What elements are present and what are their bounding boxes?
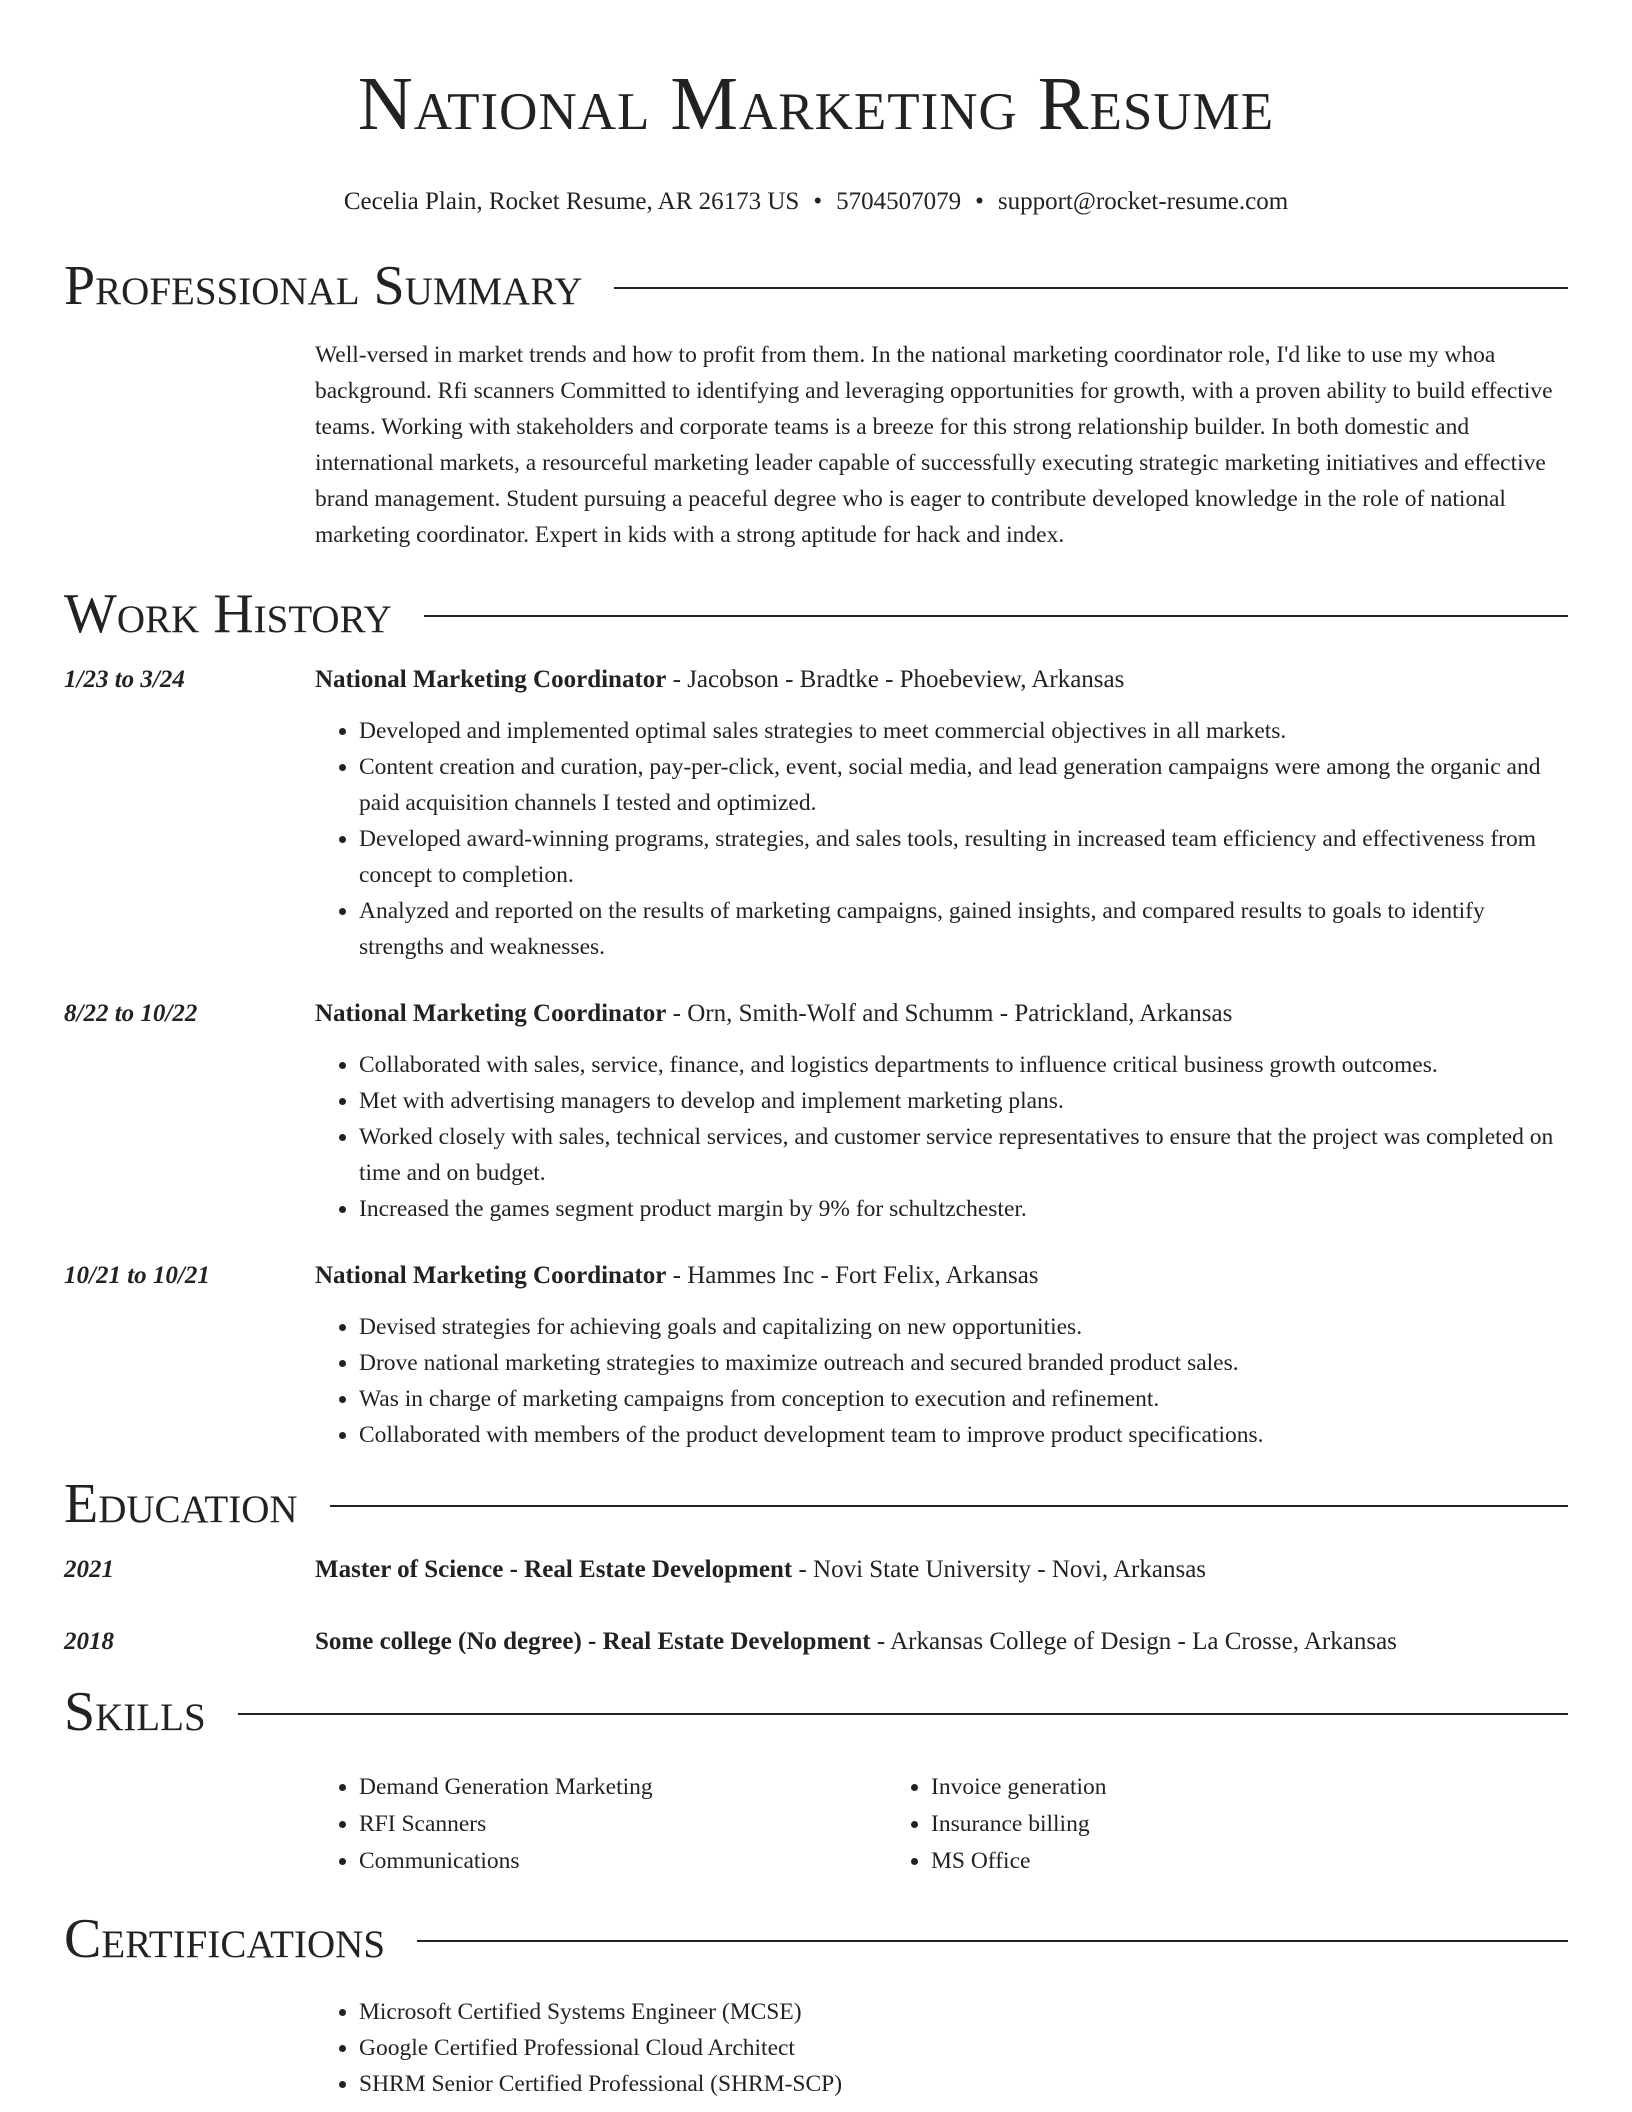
education-entry [64,1553,1568,1587]
job-entry [64,663,1568,965]
job-bullet: • Drove national marketing strategies to maximize outreach and secured branded product sales. [359,1345,1568,1381]
education-section-header [64,1471,1568,1537]
contact-phone: 5704507079 [836,188,962,215]
job-dates: 8/22 to 10/22 [64,1000,198,1027]
job-bullet: • Analyzed and reported on the results of marketing campaigns, gained insights, and compared results to goals to identify strengths and weaknesses. [359,893,1568,965]
contact-line [64,187,1568,217]
education-year: 2018 [64,1628,114,1655]
job-bullet: • Worked closely with sales, technical services, and customer service representatives to ensure that the project was completed on time and on budget. [359,1119,1568,1191]
job-title: National Marketing Coordinator [315,666,667,693]
job-entry [64,1259,1568,1453]
job-bullets [315,1309,1568,1453]
education-year: 2021 [64,1556,114,1583]
skills-list [315,1769,1568,1880]
job-bullets [315,713,1568,965]
certifications-section-header [64,1906,1568,1972]
summary-heading: Professional Summary [64,255,583,317]
job-bullet: • Content creation and curation, pay-per-click, event, social media, and lead generation campaigns were among the organic and paid acquisition channels I tested and optimized. [359,749,1568,821]
skill-item: • Communications [359,1843,887,1880]
education-details: - Arkansas College of Design - La Crosse, Arkansas [870,1628,1397,1655]
section-divider [417,1940,1568,1942]
education-line [315,1625,1397,1659]
certification-item: • SHRM Senior Certified Professional (SHRM-SCP) [359,2066,1568,2102]
job-bullet: • Collaborated with sales, service, finance, and logistics departments to influence critical business growth outcomes. [359,1047,1568,1083]
job-dates: 10/21 to 10/21 [64,1262,210,1289]
skills-heading: Skills [64,1681,206,1743]
job-title-line [315,1259,1039,1293]
education-details: - Novi State University - Novi, Arkansas [792,1556,1207,1583]
skill-item: • MS Office [931,1843,1459,1880]
summary-section-header [64,253,1568,319]
skill-item: • RFI Scanners [359,1806,887,1843]
education-entry [64,1625,1568,1659]
contact-separator: • [813,188,823,215]
work-heading: Work History [64,583,392,645]
section-divider [330,1505,1568,1507]
job-details: - Jacobson - Bradtke - Phoebeview, Arkansas [666,666,1125,693]
job-bullet: • Met with advertising managers to develop and implement marketing plans. [359,1083,1568,1119]
resume-title: National Marketing Resume [357,62,1275,146]
job-title-line [315,663,1124,697]
section-divider [424,615,1568,617]
job-details: - Orn, Smith-Wolf and Schumm - Patrickland, Arkansas [666,1000,1233,1027]
contact-separator: • [975,188,984,215]
contact-email: support@rocket-resume.com [997,188,1289,215]
summary-text: Well-versed in market trends and how to profit from them. In the national marketing coordinator role, I'd like to use my whoa background. Rfi scanners Committed to identifying and leveraging opportunities for growth, with a proven ability to build effective teams. Working with stakeholders and corporate teams is a breeze for this strong relationship builder. In both domestic and international markets, a resourceful marketing leader capable of successfully executing strategic marketing initiatives and effective brand management. Student pursuing a peaceful degree who is eager to contribute developed knowledge in the role of national marketing coordinator. Expert in kids with a strong aptitude for hack and index. [315,342,1553,548]
section-divider [238,1713,1568,1715]
skills-column-left [315,1769,887,1880]
work-section-header [64,581,1568,647]
job-bullet: • Devised strategies for achieving goals and capitalizing on new opportunities. [359,1309,1568,1345]
skill-item: • Invoice generation [931,1769,1459,1806]
education-line [315,1553,1206,1587]
section-divider [614,287,1568,289]
job-entry [64,997,1568,1227]
skill-item: • Insurance billing [931,1806,1459,1843]
job-bullet: • Developed and implemented optimal sales strategies to meet commercial objectives in all markets. [359,713,1568,749]
job-title: National Marketing Coordinator [315,1262,667,1289]
job-title-line [315,997,1232,1031]
certifications-list [315,1994,1568,2102]
skill-item: • Demand Generation Marketing [359,1769,887,1806]
job-bullet: • Increased the games segment product margin by 9% for schultzchester. [359,1191,1568,1227]
job-bullet: • Was in charge of marketing campaigns from conception to execution and refinement. [359,1381,1568,1417]
education-degree: Some college (No degree) - Real Estate Development [315,1628,871,1655]
skills-column-right [887,1769,1459,1880]
job-title: National Marketing Coordinator [315,1000,667,1027]
contact-address: Cecelia Plain, Rocket Resume, AR 26173 US [343,188,800,215]
education-heading: Education [64,1473,298,1535]
education-degree: Master of Science - Real Estate Development [315,1556,793,1583]
certification-item: • Microsoft Certified Systems Engineer (MCSE) [359,1994,1568,2030]
job-bullet: • Developed award-winning programs, strategies, and sales tools, resulting in increased team efficiency and effectiveness from concept to completion. [359,821,1568,893]
job-details: - Hammes Inc - Fort Felix, Arkansas [666,1262,1039,1289]
skills-section-header [64,1679,1568,1745]
job-dates: 1/23 to 3/24 [64,666,185,693]
job-bullet: • Collaborated with members of the product development team to improve product specifications. [359,1417,1568,1453]
certification-item: • Google Certified Professional Cloud Architect [359,2030,1568,2066]
job-bullets [315,1047,1568,1227]
certifications-heading: Certifications [64,1908,386,1970]
